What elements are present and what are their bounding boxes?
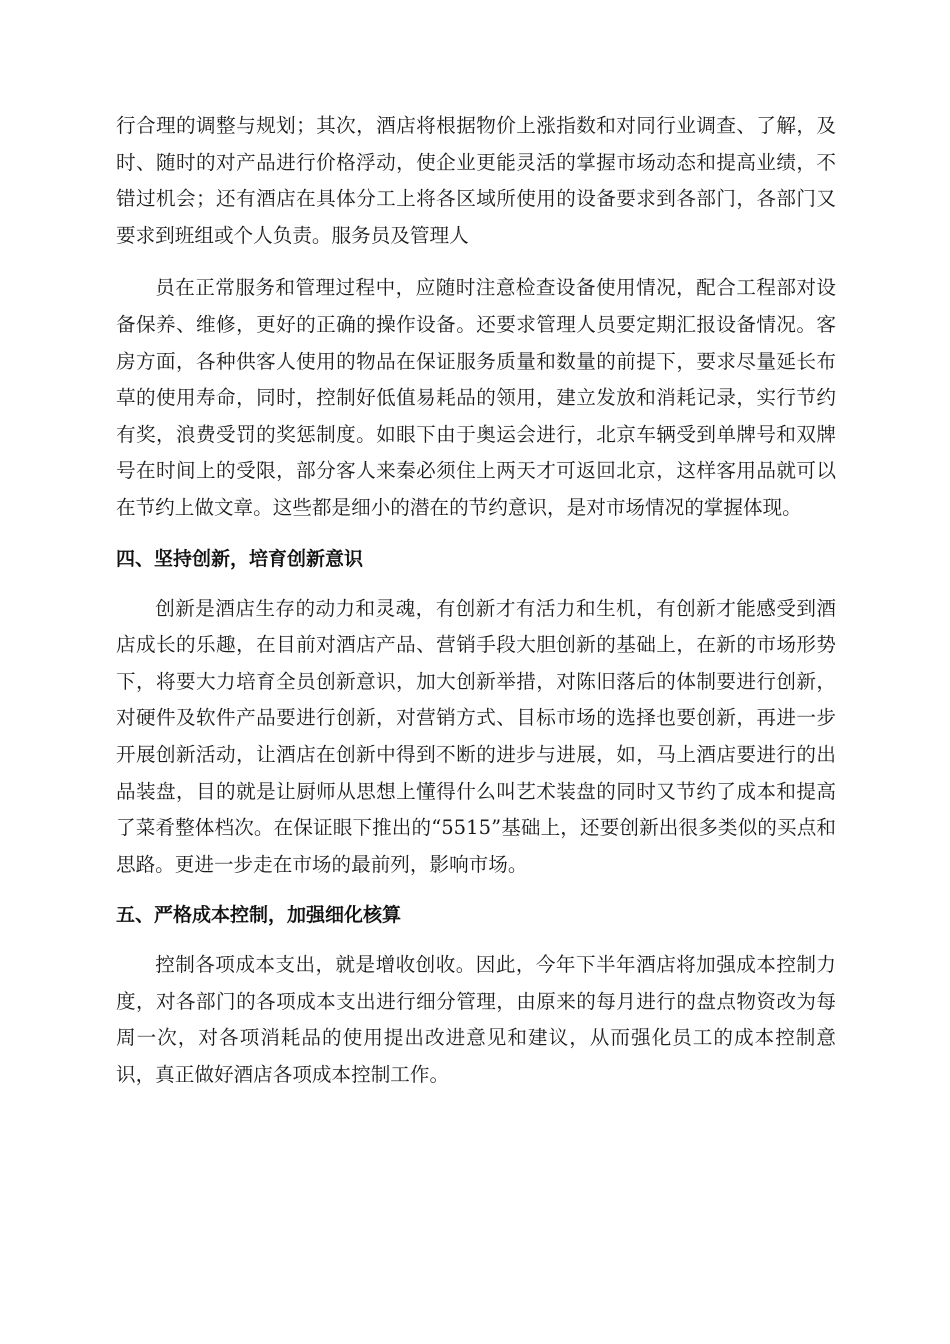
paragraph-continued: 行合理的调整与规划；其次，酒店将根据物价上涨指数和对同行业调查、了解，及时、随时的对产品进行价格浮动，使企业更能灵活的掌握市场动态和提高业绩，不错过机会；还有酒店在具体分工上将各区域所使用的设备要求到各部门，各部门又要求到班组或个人负责。服务员及管理人 xyxy=(116,114,836,247)
paragraph-cost-control: 控制各项成本支出，就是增收创收。因此，今年下半年酒店将加强成本控制力度，对各部门的各项成本支出进行细分管理，由原来的每月进行的盘点物资改为每周一次，对各项消耗品的使用提出改进意见和建议，从而强化员工的成本控制意识，真正做好酒店各项成本控制工作。 xyxy=(116,953,836,1087)
paragraph-equipment-savings: 员在正常服务和管理过程中，应随时注意检查设备使用情况，配合工程部对设备保养、维修，更好的正确的操作设备。还要求管理人员要定期汇报设备情况。客房方面，各种供客人使用的物品在保证服务质量和数量的前提下，要求尽量延长布草的使用寿命，同时，控制好低值易耗品的领用，建立发放和消耗记录，实行节约有奖，浪费受罚的奖惩制度。如眼下由于奥运会进行，北京车辆受到单牌号和双牌号在时间上的受限，部分客人来秦必须住上两天才可返回北京，这样客用品就可以在节约上做文章。这些都是细小的潜在的节约意识，是对市场情况的掌握体现。 xyxy=(116,276,836,519)
paragraph-innovation: 创新是酒店生存的动力和灵魂，有创新才有活力和生机，有创新才能感受到酒店成长的乐趣，在目前对酒店产品、营销手段大胆创新的基础上，在新的市场形势下，将要大力培育全员创新意识，加大创新举措，对陈旧落后的体制要进行创新，对硬件及软件产品要进行创新，对营销方式、目标市场的选择也要创新，再进一步开展创新活动，让酒店在创新中得到不断的进步与进展，如，马上酒店要进行的出品装盘，目的就是让厨师从思想上懂得什么叫艺术装盘的同时又节约了成本和提高了菜肴整体档次。在保证眼下推出的“5515”基础上，还要创新出很多类似的买点和思路。更进一步走在市场的最前列，影响市场。 xyxy=(116,596,836,876)
section-heading-cost-control: 五、严格成本控制，加强细化核算 xyxy=(116,904,402,927)
section-heading-innovation: 四、坚持创新，培育创新意识 xyxy=(116,547,364,570)
document-page xyxy=(116,108,836,1094)
